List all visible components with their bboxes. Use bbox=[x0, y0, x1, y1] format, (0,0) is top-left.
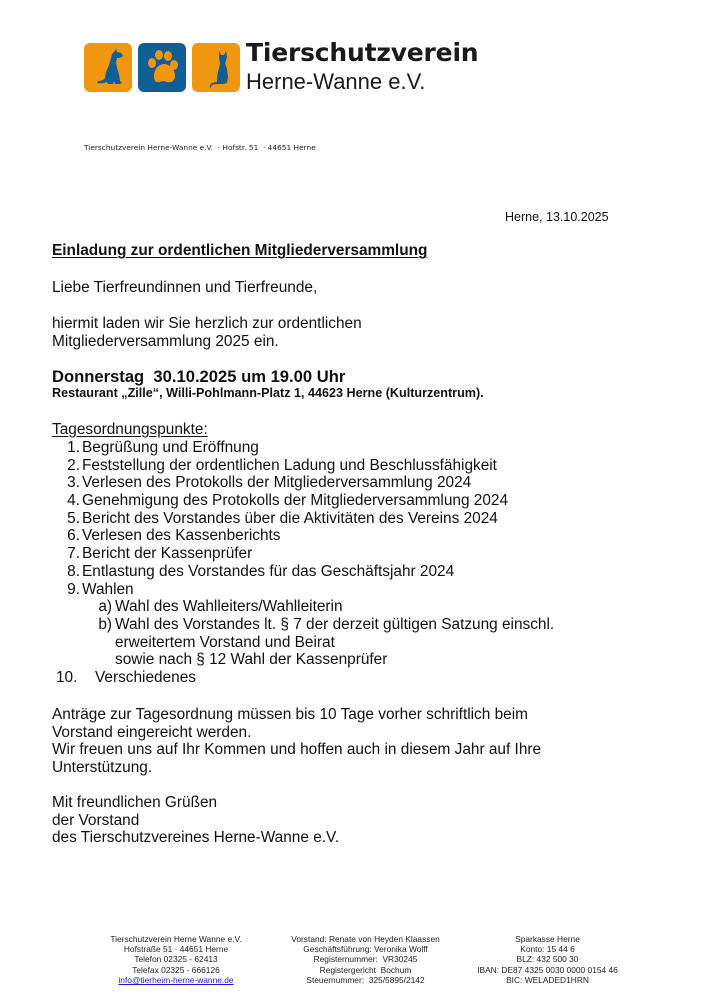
agenda-text: Bericht der Kassenprüfer bbox=[82, 545, 253, 563]
agenda-number: 3. bbox=[67, 474, 80, 492]
agenda-sub-item-continuation bbox=[52, 651, 652, 669]
intro-paragraph bbox=[52, 315, 362, 350]
agenda-item bbox=[52, 563, 652, 581]
signature-line: des Tierschutzvereines Herne-Wanne e.V. bbox=[52, 829, 340, 847]
organization-name: Tierschutzverein bbox=[246, 38, 479, 67]
paragraph-line: Vorstand eingereicht werden. bbox=[52, 723, 252, 741]
closing-paragraph bbox=[52, 706, 541, 777]
greeting: Liebe Tierfreundinnen und Tierfreunde, bbox=[52, 279, 318, 296]
footer-tax-number: Steuernummer: 325/5895/2142 bbox=[306, 974, 425, 985]
footer-director: Geschäftsführung: Veronika Wolff bbox=[303, 944, 428, 955]
agenda-sub-letter: a) bbox=[98, 598, 112, 616]
footer-org-name: Tierschutzverein Herne Wanne e.V. bbox=[110, 934, 242, 944]
letter-title: Einladung zur ordentlichen Mitgliederversammlung bbox=[52, 242, 428, 259]
agenda-text: Genehmigung des Protokolls der Mitgliederversammlung 2024 bbox=[82, 492, 509, 510]
agenda-item bbox=[52, 492, 652, 510]
agenda-item bbox=[52, 527, 652, 545]
agenda-list bbox=[52, 439, 652, 687]
agenda-text: Verlesen des Protokolls der Mitgliederversammlung 2024 bbox=[82, 474, 472, 492]
footer-management bbox=[278, 934, 453, 985]
agenda-item bbox=[52, 457, 652, 475]
footer-iban: IBAN: DE87 4325 0030 0000 0154 46 bbox=[477, 964, 618, 975]
agenda-number: 5. bbox=[67, 509, 80, 527]
paragraph-line: Unterstützung. bbox=[52, 759, 153, 777]
logo-paw-tile bbox=[138, 43, 186, 92]
signature-line: Mit freundlichen Grüßen bbox=[52, 794, 218, 811]
cat-icon bbox=[192, 43, 240, 92]
footer-fax: Telefax 02325 - 666126 bbox=[132, 964, 220, 975]
sender-address-line: Tierschutzverein Herne-Wanne e.V. · Hofstr. 51 · 44651 Herne bbox=[84, 143, 316, 152]
event-datetime: Donnerstag 30.10.2025 um 19.00 Uhr bbox=[52, 367, 346, 386]
agenda-item bbox=[52, 545, 652, 563]
footer-account: Konto: 15 44 6 bbox=[520, 944, 575, 955]
logo-dog-tile bbox=[84, 43, 132, 92]
agenda-item bbox=[52, 474, 652, 492]
place-date: Herne, 13.10.2025 bbox=[505, 210, 609, 224]
agenda-sub-text: sowie nach § 12 Wahl der Kassenprüfer bbox=[115, 651, 388, 669]
agenda-text: Verschiedenes bbox=[95, 668, 196, 686]
footer-register-number: Registernummer: VR30245 bbox=[313, 954, 418, 965]
footer-bank bbox=[455, 934, 640, 985]
agenda-text: Verlesen des Kassenberichts bbox=[82, 527, 281, 545]
signature-block bbox=[52, 794, 339, 847]
event-location: Restaurant „Zille“, Willi-Pohlmann-Platz 1, 44623 Herne (Kulturzentrum). bbox=[52, 386, 484, 400]
agenda-sub-letter: b) bbox=[98, 615, 112, 633]
organization-subtitle: Herne-Wanne e.V. bbox=[246, 69, 426, 94]
intro-line: Mitgliederversammlung 2025 ein. bbox=[52, 332, 279, 350]
agenda-item bbox=[52, 439, 652, 457]
agenda-item bbox=[52, 581, 652, 599]
agenda-number: 4. bbox=[67, 492, 80, 510]
agenda-text: Entlastung des Vorstandes für das Geschäftsjahr 2024 bbox=[82, 562, 455, 580]
agenda-heading: Tagesordnungspunkte: bbox=[52, 421, 208, 438]
agenda-sub-item bbox=[52, 598, 652, 616]
footer-bic: BIC: WELADED1HRN bbox=[506, 974, 589, 985]
paw-icon bbox=[138, 43, 186, 92]
agenda-number: 6. bbox=[67, 527, 80, 545]
paragraph-line: Wir freuen uns auf Ihr Kommen und hoffen auch in diesem Jahr auf Ihre bbox=[52, 741, 542, 759]
agenda-text: Bericht des Vorstandes über die Aktivitäten des Vereins 2024 bbox=[82, 509, 498, 527]
footer-bank-name: Sparkasse Herne bbox=[515, 934, 580, 944]
footer-address bbox=[96, 934, 256, 985]
agenda-sub-text: Wahl des Wahlleiters/Wahlleiterin bbox=[115, 598, 343, 616]
agenda-number: 7. bbox=[67, 545, 80, 563]
footer-board: Vorstand: Renate von Heyden Klaassen bbox=[291, 934, 440, 944]
agenda-number: 9. bbox=[67, 580, 80, 598]
footer-blz: BLZ: 432 500 30 bbox=[516, 954, 579, 965]
agenda-item bbox=[52, 510, 652, 528]
agenda-text: Wahlen bbox=[82, 580, 134, 598]
signature-line: der Vorstand bbox=[52, 811, 140, 829]
footer-street: Hofstraße 51 · 44651 Herne bbox=[123, 944, 229, 955]
footer-email-link[interactable]: info@tierheim-herne-wanne.de bbox=[118, 974, 234, 985]
logo-cat-tile bbox=[192, 43, 240, 92]
agenda-item bbox=[52, 669, 652, 687]
agenda-sub-text: erweitertem Vorstand und Beirat bbox=[115, 633, 335, 651]
intro-line: hiermit laden wir Sie herzlich zur ordentlichen bbox=[52, 315, 362, 332]
dog-icon bbox=[84, 43, 132, 92]
agenda-sub-item-continuation bbox=[52, 634, 652, 652]
agenda-text: Feststellung der ordentlichen Ladung und Beschlussfähigkeit bbox=[82, 456, 497, 474]
agenda-sub-item bbox=[52, 616, 652, 634]
agenda-sub-text: Wahl des Vorstandes lt. § 7 der derzeit gültigen Satzung einschl. bbox=[115, 615, 555, 633]
agenda-number: 2. bbox=[67, 456, 80, 474]
footer-phone: Telefon 02325 - 62413 bbox=[134, 954, 218, 965]
agenda-number: 8. bbox=[67, 562, 80, 580]
agenda-number: 10. bbox=[56, 668, 78, 686]
agenda-number: 1. bbox=[67, 439, 80, 456]
agenda-text: Begrüßung und Eröffnung bbox=[82, 439, 259, 456]
footer-register-court: Registergericht Bochum bbox=[319, 964, 412, 975]
paragraph-line: Anträge zur Tagesordnung müssen bis 10 Tage vorher schriftlich beim bbox=[52, 706, 528, 723]
